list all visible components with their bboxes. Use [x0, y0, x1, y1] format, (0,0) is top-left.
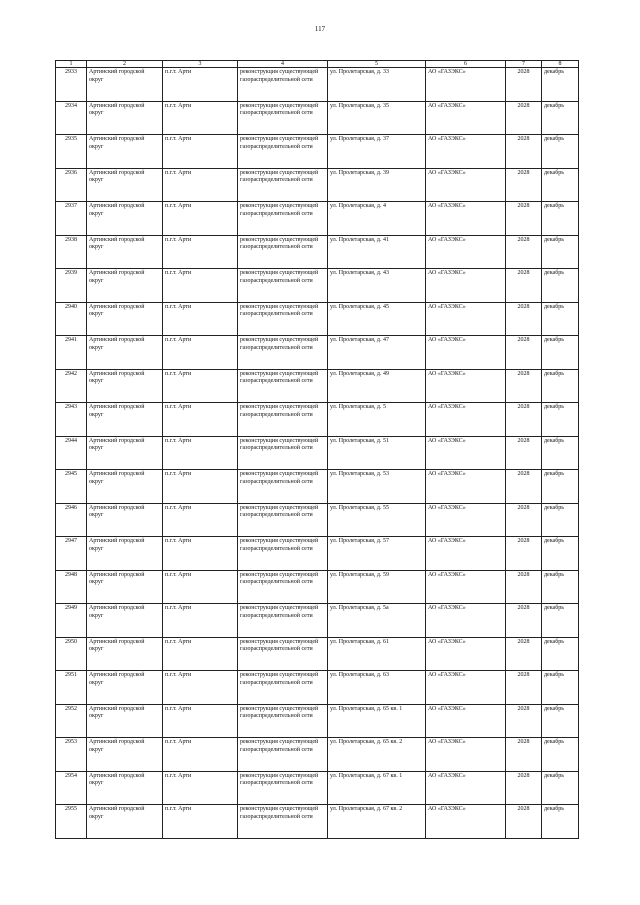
address-cell: ул. Пролетарская, д. 53	[328, 470, 426, 504]
row-number-cell: 2950	[56, 637, 87, 671]
month-cell: декабрь	[542, 771, 579, 805]
table-row	[56, 302, 579, 336]
month-cell: декабрь	[542, 704, 579, 738]
work-type-cell: реконструкция существующей газораспределительной сети	[238, 68, 328, 102]
settlement-cell: п.г.т. Арти	[163, 403, 238, 437]
address-cell: ул. Пролетарская, д. 43	[328, 269, 426, 303]
year-cell: 2028	[506, 570, 542, 604]
organization-cell: АО «ГАЗЭКС»	[426, 738, 506, 772]
organization-cell: АО «ГАЗЭКС»	[426, 436, 506, 470]
work-type-cell: реконструкция существующей газораспределительной сети	[238, 570, 328, 604]
table-row	[56, 637, 579, 671]
year-cell: 2028	[506, 202, 542, 236]
organization-cell: АО «ГАЗЭКС»	[426, 570, 506, 604]
work-type-cell: реконструкция существующей газораспределительной сети	[238, 503, 328, 537]
year-cell: 2028	[506, 470, 542, 504]
row-number-cell: 2936	[56, 168, 87, 202]
table-row	[56, 537, 579, 571]
year-cell: 2028	[506, 604, 542, 638]
work-type-cell: реконструкция существующей газораспределительной сети	[238, 302, 328, 336]
work-type-cell: реконструкция существующей газораспределительной сети	[238, 537, 328, 571]
settlement-cell: п.г.т. Арти	[163, 235, 238, 269]
month-cell: декабрь	[542, 537, 579, 571]
table-row	[56, 570, 579, 604]
address-cell: ул. Пролетарская, д. 65 кв. 2	[328, 738, 426, 772]
organization-cell: АО «ГАЗЭКС»	[426, 269, 506, 303]
column-header: 8	[542, 61, 579, 68]
table-row	[56, 738, 579, 772]
work-type-cell: реконструкция существующей газораспределительной сети	[238, 604, 328, 638]
year-cell: 2028	[506, 269, 542, 303]
month-cell: декабрь	[542, 168, 579, 202]
month-cell: декабрь	[542, 470, 579, 504]
organization-cell: АО «ГАЗЭКС»	[426, 235, 506, 269]
district-cell: Артинский городской округ	[87, 403, 163, 437]
settlement-cell: п.г.т. Арти	[163, 101, 238, 135]
table-row	[56, 704, 579, 738]
row-number-cell: 2954	[56, 771, 87, 805]
work-type-cell: реконструкция существующей газораспределительной сети	[238, 704, 328, 738]
year-cell: 2028	[506, 68, 542, 102]
district-cell: Артинский городской округ	[87, 805, 163, 839]
month-cell: декабрь	[542, 235, 579, 269]
organization-cell: АО «ГАЗЭКС»	[426, 637, 506, 671]
address-cell: ул. Пролетарская, д. 67 кв. 1	[328, 771, 426, 805]
work-type-cell: реконструкция существующей газораспределительной сети	[238, 235, 328, 269]
work-type-cell: реконструкция существующей газораспределительной сети	[238, 336, 328, 370]
settlement-cell: п.г.т. Арти	[163, 68, 238, 102]
address-cell: ул. Пролетарская, д. 61	[328, 637, 426, 671]
work-type-cell: реконструкция существующей газораспределительной сети	[238, 135, 328, 169]
settlement-cell: п.г.т. Арти	[163, 503, 238, 537]
month-cell: декабрь	[542, 570, 579, 604]
work-type-cell: реконструкция существующей газораспределительной сети	[238, 269, 328, 303]
month-cell: декабрь	[542, 202, 579, 236]
address-cell: ул. Пролетарская, д. 65 кв. 1	[328, 704, 426, 738]
month-cell: декабрь	[542, 671, 579, 705]
organization-cell: АО «ГАЗЭКС»	[426, 537, 506, 571]
column-header: 1	[56, 61, 87, 68]
month-cell: декабрь	[542, 302, 579, 336]
month-cell: декабрь	[542, 503, 579, 537]
district-cell: Артинский городской округ	[87, 436, 163, 470]
organization-cell: АО «ГАЗЭКС»	[426, 68, 506, 102]
year-cell: 2028	[506, 704, 542, 738]
organization-cell: АО «ГАЗЭКС»	[426, 369, 506, 403]
row-number-cell: 2946	[56, 503, 87, 537]
year-cell: 2028	[506, 671, 542, 705]
year-cell: 2028	[506, 302, 542, 336]
address-cell: ул. Пролетарская, д. 45	[328, 302, 426, 336]
address-cell: ул. Пролетарская, д. 37	[328, 135, 426, 169]
organization-cell: АО «ГАЗЭКС»	[426, 604, 506, 638]
row-number-cell: 2937	[56, 202, 87, 236]
settlement-cell: п.г.т. Арти	[163, 470, 238, 504]
row-number-cell: 2943	[56, 403, 87, 437]
row-number-cell: 2952	[56, 704, 87, 738]
work-type-cell: реконструкция существующей газораспределительной сети	[238, 771, 328, 805]
row-number-cell: 2939	[56, 269, 87, 303]
district-cell: Артинский городской округ	[87, 302, 163, 336]
settlement-cell: п.г.т. Арти	[163, 570, 238, 604]
address-cell: ул. Пролетарская, д. 47	[328, 336, 426, 370]
year-cell: 2028	[506, 336, 542, 370]
district-cell: Артинский городской округ	[87, 269, 163, 303]
settlement-cell: п.г.т. Арти	[163, 369, 238, 403]
month-cell: декабрь	[542, 269, 579, 303]
year-cell: 2028	[506, 369, 542, 403]
table-row	[56, 470, 579, 504]
column-number-row	[56, 61, 579, 68]
district-cell: Артинский городской округ	[87, 235, 163, 269]
row-number-cell: 2934	[56, 101, 87, 135]
organization-cell: АО «ГАЗЭКС»	[426, 202, 506, 236]
work-type-cell: реконструкция существующей газораспределительной сети	[238, 168, 328, 202]
settlement-cell: п.г.т. Арти	[163, 704, 238, 738]
district-cell: Артинский городской округ	[87, 202, 163, 236]
year-cell: 2028	[506, 771, 542, 805]
schedule-table	[55, 60, 579, 839]
settlement-cell: п.г.т. Арти	[163, 168, 238, 202]
row-number-cell: 2935	[56, 135, 87, 169]
table-row	[56, 771, 579, 805]
year-cell: 2028	[506, 637, 542, 671]
settlement-cell: п.г.т. Арти	[163, 269, 238, 303]
table-row	[56, 336, 579, 370]
address-cell: ул. Пролетарская, д. 49	[328, 369, 426, 403]
row-number-cell: 2948	[56, 570, 87, 604]
year-cell: 2028	[506, 503, 542, 537]
row-number-cell: 2933	[56, 68, 87, 102]
organization-cell: АО «ГАЗЭКС»	[426, 671, 506, 705]
table-row	[56, 436, 579, 470]
district-cell: Артинский городской округ	[87, 336, 163, 370]
address-cell: ул. Пролетарская, д. 63	[328, 671, 426, 705]
address-cell: ул. Пролетарская, д. 41	[328, 235, 426, 269]
address-cell: ул. Пролетарская, д. 67 кв. 2	[328, 805, 426, 839]
year-cell: 2028	[506, 101, 542, 135]
page-number: 117	[314, 25, 326, 33]
month-cell: декабрь	[542, 336, 579, 370]
organization-cell: АО «ГАЗЭКС»	[426, 101, 506, 135]
address-cell: ул. Пролетарская, д. 33	[328, 68, 426, 102]
organization-cell: АО «ГАЗЭКС»	[426, 336, 506, 370]
district-cell: Артинский городской округ	[87, 503, 163, 537]
month-cell: декабрь	[542, 604, 579, 638]
organization-cell: АО «ГАЗЭКС»	[426, 805, 506, 839]
table-row	[56, 68, 579, 102]
work-type-cell: реконструкция существующей газораспределительной сети	[238, 637, 328, 671]
column-header: 3	[163, 61, 238, 68]
district-cell: Артинский городской округ	[87, 570, 163, 604]
year-cell: 2028	[506, 436, 542, 470]
district-cell: Артинский городской округ	[87, 369, 163, 403]
settlement-cell: п.г.т. Арти	[163, 336, 238, 370]
year-cell: 2028	[506, 235, 542, 269]
month-cell: декабрь	[542, 369, 579, 403]
table-row	[56, 235, 579, 269]
table-row	[56, 202, 579, 236]
year-cell: 2028	[506, 168, 542, 202]
row-number-cell: 2951	[56, 671, 87, 705]
table-row	[56, 135, 579, 169]
address-cell: ул. Пролетарская, д. 59	[328, 570, 426, 604]
district-cell: Артинский городской округ	[87, 68, 163, 102]
work-type-cell: реконструкция существующей газораспределительной сети	[238, 369, 328, 403]
settlement-cell: п.г.т. Арти	[163, 805, 238, 839]
address-cell: ул. Пролетарская, д. 35	[328, 101, 426, 135]
year-cell: 2028	[506, 805, 542, 839]
table-row	[56, 604, 579, 638]
table-row	[56, 503, 579, 537]
organization-cell: АО «ГАЗЭКС»	[426, 168, 506, 202]
work-type-cell: реконструкция существующей газораспределительной сети	[238, 436, 328, 470]
row-number-cell: 2938	[56, 235, 87, 269]
settlement-cell: п.г.т. Арти	[163, 738, 238, 772]
work-type-cell: реконструкция существующей газораспределительной сети	[238, 738, 328, 772]
organization-cell: АО «ГАЗЭКС»	[426, 704, 506, 738]
district-cell: Артинский городской округ	[87, 771, 163, 805]
organization-cell: АО «ГАЗЭКС»	[426, 135, 506, 169]
work-type-cell: реконструкция существующей газораспределительной сети	[238, 403, 328, 437]
year-cell: 2028	[506, 537, 542, 571]
row-number-cell: 2947	[56, 537, 87, 571]
work-type-cell: реконструкция существующей газораспределительной сети	[238, 202, 328, 236]
address-cell: ул. Пролетарская, д. 51	[328, 436, 426, 470]
district-cell: Артинский городской округ	[87, 738, 163, 772]
row-number-cell: 2940	[56, 302, 87, 336]
year-cell: 2028	[506, 403, 542, 437]
organization-cell: АО «ГАЗЭКС»	[426, 771, 506, 805]
column-header: 4	[238, 61, 328, 68]
settlement-cell: п.г.т. Арти	[163, 436, 238, 470]
month-cell: декабрь	[542, 805, 579, 839]
year-cell: 2028	[506, 738, 542, 772]
settlement-cell: п.г.т. Арти	[163, 135, 238, 169]
table-row	[56, 269, 579, 303]
row-number-cell: 2955	[56, 805, 87, 839]
row-number-cell: 2942	[56, 369, 87, 403]
organization-cell: АО «ГАЗЭКС»	[426, 302, 506, 336]
row-number-cell: 2953	[56, 738, 87, 772]
month-cell: декабрь	[542, 738, 579, 772]
month-cell: декабрь	[542, 436, 579, 470]
month-cell: декабрь	[542, 637, 579, 671]
address-cell: ул. Пролетарская, д. 5а	[328, 604, 426, 638]
address-cell: ул. Пролетарская, д. 5	[328, 403, 426, 437]
month-cell: декабрь	[542, 68, 579, 102]
district-cell: Артинский городской округ	[87, 704, 163, 738]
month-cell: декабрь	[542, 403, 579, 437]
settlement-cell: п.г.т. Арти	[163, 671, 238, 705]
column-header: 6	[426, 61, 506, 68]
settlement-cell: п.г.т. Арти	[163, 202, 238, 236]
month-cell: декабрь	[542, 135, 579, 169]
district-cell: Артинский городской округ	[87, 537, 163, 571]
table-row	[56, 805, 579, 839]
district-cell: Артинский городской округ	[87, 470, 163, 504]
row-number-cell: 2949	[56, 604, 87, 638]
row-number-cell: 2945	[56, 470, 87, 504]
table-row	[56, 101, 579, 135]
table-row	[56, 671, 579, 705]
address-cell: ул. Пролетарская, д. 57	[328, 537, 426, 571]
year-cell: 2028	[506, 135, 542, 169]
district-cell: Артинский городской округ	[87, 671, 163, 705]
organization-cell: АО «ГАЗЭКС»	[426, 470, 506, 504]
district-cell: Артинский городской округ	[87, 135, 163, 169]
table-body	[56, 68, 579, 839]
organization-cell: АО «ГАЗЭКС»	[426, 403, 506, 437]
district-cell: Артинский городской округ	[87, 637, 163, 671]
organization-cell: АО «ГАЗЭКС»	[426, 503, 506, 537]
work-type-cell: реконструкция существующей газораспределительной сети	[238, 101, 328, 135]
settlement-cell: п.г.т. Арти	[163, 604, 238, 638]
table-row	[56, 369, 579, 403]
address-cell: ул. Пролетарская, д. 55	[328, 503, 426, 537]
district-cell: Артинский городской округ	[87, 101, 163, 135]
column-header: 5	[328, 61, 426, 68]
district-cell: Артинский городской округ	[87, 168, 163, 202]
column-header: 7	[506, 61, 542, 68]
month-cell: декабрь	[542, 101, 579, 135]
settlement-cell: п.г.т. Арти	[163, 771, 238, 805]
work-type-cell: реконструкция существующей газораспределительной сети	[238, 671, 328, 705]
settlement-cell: п.г.т. Арти	[163, 302, 238, 336]
address-cell: ул. Пролетарская, д. 39	[328, 168, 426, 202]
settlement-cell: п.г.т. Арти	[163, 537, 238, 571]
table-row	[56, 168, 579, 202]
table-row	[56, 403, 579, 437]
row-number-cell: 2944	[56, 436, 87, 470]
column-header: 2	[87, 61, 163, 68]
district-cell: Артинский городской округ	[87, 604, 163, 638]
work-type-cell: реконструкция существующей газораспределительной сети	[238, 470, 328, 504]
work-type-cell: реконструкция существующей газораспределительной сети	[238, 805, 328, 839]
settlement-cell: п.г.т. Арти	[163, 637, 238, 671]
row-number-cell: 2941	[56, 336, 87, 370]
address-cell: ул. Пролетарская, д. 4	[328, 202, 426, 236]
